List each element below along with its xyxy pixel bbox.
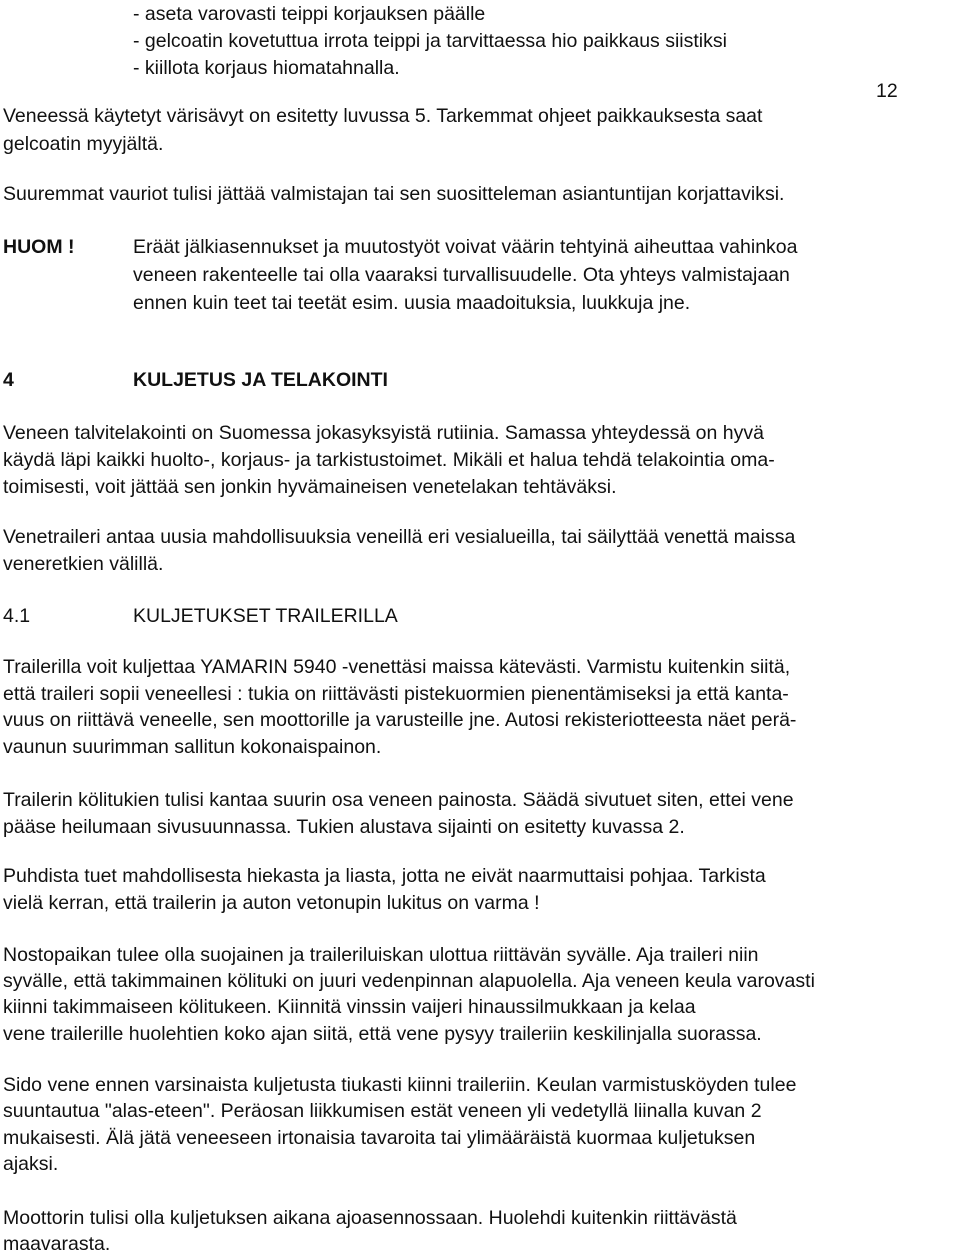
note-line: ennen kuin teet tai teetät esim. uusia maadoituksia, luukkuja jne.	[133, 292, 691, 314]
paragraph-line: vene trailerille huolehtien koko ajan siitä, että vene pysyy traileriin keskilinjalla suorassa.	[3, 1023, 762, 1045]
paragraph-line: että traileri sopii veneellesi : tukia on riittävästi pistekuormien pienentämiseksi ja että kanta-	[3, 683, 789, 705]
paragraph-line: Trailerilla voit kuljettaa YAMARIN 5940 -venettäsi maissa kätevästi. Varmistu kuitenkin siitä,	[3, 656, 791, 678]
paragraph-line: Puhdista tuet mahdollisesta hiekasta ja liasta, jotta ne eivät naarmuttaisi pohjaa. Tarkista	[3, 865, 766, 887]
subsection-title: KULJETUKSET TRAILERILLA	[133, 605, 398, 627]
paragraph-line: ajaksi.	[3, 1153, 59, 1175]
bullet-item: - gelcoatin kovetuttua irrota teippi ja tarvittaessa hio paikkaus siistiksi	[133, 30, 727, 52]
paragraph-line: kiinni takimmaiseen kölitukeen. Kiinnitä vinssin vaijeri hinaussilmukkaan ja kelaa	[3, 996, 696, 1018]
paragraph-line: pääse heilumaan sivusuunnassa. Tukien alustava sijainti on esitetty kuvassa 2.	[3, 816, 685, 838]
note-line: Eräät jälkiasennukset ja muutostyöt voivat väärin tehtyinä aiheuttaa vahinkoa	[133, 236, 798, 258]
paragraph-line: vaunun suurimman sallitun kokonaispainon.	[3, 736, 382, 758]
subsection-number: 4.1	[3, 605, 31, 627]
paragraph-line: Veneessä käytetyt värisävyt on esitetty luvussa 5. Tarkemmat ohjeet paikkauksesta saat	[3, 105, 763, 127]
paragraph-line: vuus on riittävä veneelle, sen moottorille ja varusteille jne. Autosi rekisteriotteesta näet perä-	[3, 709, 797, 731]
paragraph-line: gelcoatin myyjältä.	[3, 133, 164, 155]
paragraph-line: suuntautua "alas-eteen". Peräosan liikkumisen estät veneen yli vedetyllä liinalla kuvan 2	[3, 1100, 762, 1122]
paragraph-line: Trailerin kölitukien tulisi kantaa suurin osa veneen painosta. Säädä sivutuet siten, ettei vene	[3, 789, 794, 811]
paragraph-line: Suuremmat vauriot tulisi jättää valmistajan tai sen suositteleman asiantuntijan korjattaviksi.	[3, 183, 785, 205]
paragraph-line: käydä läpi kaikki huolto-, korjaus- ja tarkistustoimet. Mikäli et halua tehdä telakointia oma-	[3, 449, 775, 471]
paragraph-line: vielä kerran, että trailerin ja auton vetonupin lukitus on varma !	[3, 892, 540, 914]
paragraph-line: maavarasta.	[3, 1233, 111, 1255]
paragraph-line: syvälle, että takimmainen kölituki on juuri vedenpinnan alapuolella. Aja veneen keula varovasti	[3, 970, 815, 992]
section-title: KULJETUS JA TELAKOINTI	[133, 369, 388, 391]
section-number: 4	[3, 369, 14, 391]
bullet-item: - kiillota korjaus hiomatahnalla.	[133, 57, 400, 79]
note-label: HUOM !	[3, 236, 75, 258]
bullet-item: - aseta varovasti teippi korjauksen päälle	[133, 3, 486, 25]
paragraph-line: Veneen talvitelakointi on Suomessa jokasyksyistä rutiinia. Samassa yhteydessä on hyvä	[3, 422, 764, 444]
paragraph-line: mukaisesti. Älä jätä veneeseen irtonaisia tavaroita tai ylimääräistä kuormaa kuljetuksen	[3, 1127, 756, 1149]
paragraph-line: Sido vene ennen varsinaista kuljetusta tiukasti kiinni traileriin. Keulan varmistusköyden tulee	[3, 1074, 797, 1096]
paragraph-line: veneretkien välillä.	[3, 553, 164, 575]
paragraph-line: Venetraileri antaa uusia mahdollisuuksia veneillä eri vesialueilla, tai säilyttää venettä maissa	[3, 526, 796, 548]
paragraph-line: Nostopaikan tulee olla suojainen ja traileriluiskan ulottua riittävän syvälle. Aja traileri niin	[3, 944, 759, 966]
note-line: veneen rakenteelle tai olla vaaraksi turvallisuudelle. Ota yhteys valmistajaan	[133, 264, 790, 286]
page-number: 12	[876, 80, 898, 102]
paragraph-line: Moottorin tulisi olla kuljetuksen aikana ajoasennossaan. Huolehdi kuitenkin riittävästä	[3, 1207, 737, 1229]
paragraph-line: toimisesti, voit jättää sen jonkin hyvämaineisen venetelakan tehtäväksi.	[3, 476, 617, 498]
